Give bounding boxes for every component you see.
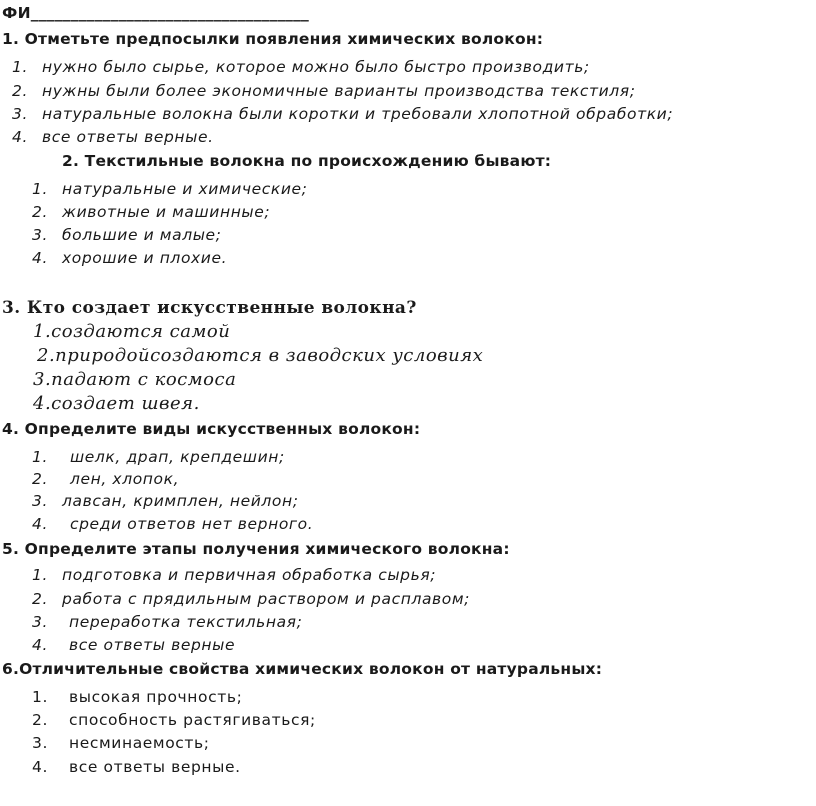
q4-option-2-number: 2.	[32, 470, 48, 488]
q1-option-4-number: 4.	[12, 128, 28, 146]
q5-option-1-number: 1.	[32, 566, 48, 584]
q4-option-1-text: шелк, драп, крепдешин;	[70, 448, 285, 466]
q3-option-3: 3.падают с космоса	[33, 369, 237, 390]
q5-option-4-number: 4.	[32, 636, 48, 654]
q5-option-3-text: переработка текстильная;	[69, 613, 303, 631]
question-5-title: 5. Определите этапы получения химического волокна:	[2, 540, 510, 558]
q1-option-2	[12, 82, 636, 100]
q5-option-2-text: работа с прядильным раствором и расплавом;	[62, 590, 470, 608]
question-6-title: 6.Отличительные свойства химических волокон от натуральных:	[2, 660, 603, 678]
question-4-title: 4. Определите виды искусственных волокон:	[2, 420, 421, 438]
q1-option-4	[12, 128, 214, 146]
q6-option-2-text: способность растягиваться;	[69, 711, 316, 729]
q4-option-3	[32, 492, 299, 510]
q6-option-3	[32, 734, 210, 752]
q1-option-1-number: 1.	[12, 58, 28, 76]
q1-option-3-number: 3.	[12, 105, 28, 123]
q2-option-1-number: 1.	[32, 180, 48, 198]
q4-option-4-number: 4.	[32, 515, 48, 533]
q6-option-3-number: 3.	[32, 734, 48, 752]
q1-option-3-text: натуральные волокна были коротки и требовали хлопотной обработки;	[42, 105, 674, 123]
q5-option-2	[32, 590, 470, 608]
q6-option-2-number: 2.	[32, 711, 48, 729]
name-field-line: ФИ___________________________________	[2, 4, 309, 22]
q1-option-4-text: все ответы верные.	[42, 128, 214, 146]
q2-option-4-text: хорошие и плохие.	[62, 249, 228, 267]
q5-option-2-number: 2.	[32, 590, 48, 608]
q5-option-1-text: подготовка и первичная обработка сырья;	[62, 566, 437, 584]
q6-option-3-text: несминаемость;	[69, 734, 210, 752]
q5-option-3-number: 3.	[32, 613, 48, 631]
q6-option-1-text: высокая прочность;	[69, 688, 243, 706]
q2-option-3	[32, 226, 222, 244]
q5-option-4-text: все ответы верные	[69, 636, 236, 654]
q1-option-2-text: нужны были более экономичные варианты производства текстиля;	[42, 82, 636, 100]
q3-option-2: 2.природойсоздаются в заводских условиях	[37, 345, 484, 366]
q6-option-4-text: все ответы верные.	[69, 758, 241, 776]
question-3-title: 3. Кто создает искусственные волокна?	[2, 298, 417, 318]
q2-option-4	[32, 249, 227, 267]
question-2-title: 2. Текстильные волокна по происхождению бывают:	[62, 152, 552, 170]
q4-option-1-number: 1.	[32, 448, 48, 466]
q2-option-1	[32, 180, 307, 198]
q4-option-3-number: 3.	[32, 492, 48, 510]
q4-option-4	[32, 515, 313, 533]
q4-option-1	[32, 448, 285, 466]
q6-option-1-number: 1.	[32, 688, 48, 706]
q5-option-4	[32, 636, 235, 654]
q2-option-3-text: большие и малые;	[62, 226, 222, 244]
q2-option-2-number: 2.	[32, 203, 48, 221]
q4-option-2-text: лен, хлопок,	[70, 470, 180, 488]
q1-option-2-number: 2.	[12, 82, 28, 100]
question-1-title: 1. Отметьте предпосылки появления химических волокон:	[2, 30, 544, 48]
q3-option-4: 4.создает швея.	[33, 393, 200, 414]
q6-option-4-number: 4.	[32, 758, 48, 776]
q3-option-1: 1.создаются самой	[33, 321, 231, 342]
q2-option-2	[32, 203, 270, 221]
q5-option-3	[32, 613, 302, 631]
q6-option-1	[32, 688, 242, 706]
q2-option-1-text: натуральные и химические;	[62, 180, 308, 198]
q1-option-1-text: нужно было сырье, которое можно было быстро производить;	[42, 58, 590, 76]
q6-option-4	[32, 758, 241, 776]
q1-option-1	[12, 58, 590, 76]
q4-option-2	[32, 470, 179, 488]
q2-option-3-number: 3.	[32, 226, 48, 244]
q5-option-1	[32, 566, 436, 584]
q4-option-3-text: лавсан, кримплен, нейлон;	[62, 492, 299, 510]
q1-option-3	[12, 105, 673, 123]
q2-option-4-number: 4.	[32, 249, 48, 267]
q6-option-2	[32, 711, 316, 729]
q2-option-2-text: животные и машинные;	[62, 203, 271, 221]
q4-option-4-text: среди ответов нет верного.	[70, 515, 314, 533]
